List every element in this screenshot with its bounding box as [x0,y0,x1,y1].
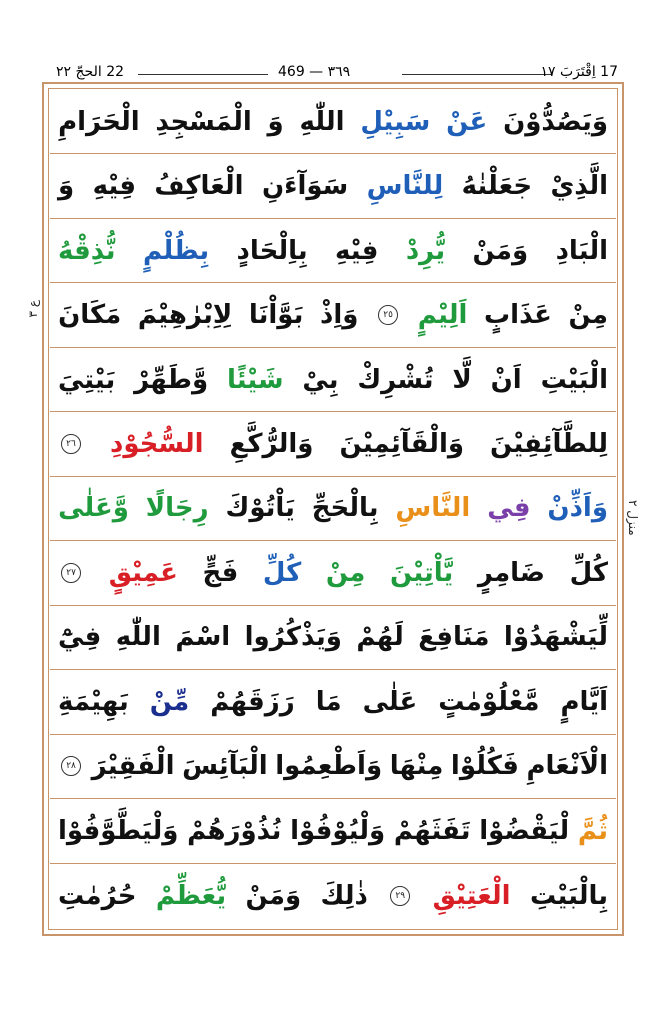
quran-word: تُشْرِكْ [357,364,434,395]
quran-word: تَفَثَهُمْ [393,815,471,846]
quran-word: يَّاْتِيْنَ [389,557,454,588]
quran-word: اللّٰهِ [115,622,161,653]
quran-word: اَلِيْمٍ [417,300,468,331]
text-line [50,154,616,218]
quran-word: وَالرُّكَّعِ [229,429,314,460]
quran-word: الْبَيْتِ [540,364,608,395]
quran-word: ثُمَّ [577,815,608,846]
quran-word: فِيْهِ [92,171,136,202]
quran-word: وَاَذِّنْ [547,493,608,524]
text-line [50,606,616,670]
quran-word: مَنَافِعَ [418,622,490,653]
quran-word: الْاَنْعَامِ [526,751,608,782]
quran-word: بِالْحَجِّ [311,493,379,524]
quran-word: نُذُوْرَهُمْ [187,815,282,846]
ruku-marker: ع ٣ [26,300,40,318]
quran-word: وَ [267,106,284,137]
quran-word: اَنْ [490,364,522,395]
quran-word: اَيَّامٍ [560,686,608,717]
quran-word: سَبِيْلِ [360,106,431,137]
quran-word: مِنْ [325,557,366,588]
quran-word: مَكَانَ [58,300,122,331]
quran-word: حُرُمٰتِ [58,880,137,911]
quran-text-block [50,90,616,928]
quran-word: مِنْ [568,300,608,331]
manzil-marker: منزل ٢ [626,500,640,536]
para-name: 17 اِقْتَرَبَ ١٧ [540,64,618,80]
quran-word: الْحَرَامِ [58,106,140,137]
quran-word: مَا [315,686,342,717]
quran-word: عَذَابٍ [484,300,552,331]
quran-word: يَاْتُوْكَ [225,493,295,524]
quran-word: وَّطَهِّرْ [134,364,209,395]
quran-word: مِّنْ [149,686,190,717]
quran-word: فَكُلُوْا [450,751,519,782]
quran-word: بِيْ [302,364,339,395]
quran-word: لِلنَّاسِ [366,171,444,202]
quran-word: بَوَّاْنَا [248,300,304,331]
quran-word: الْبَآئِسَ [182,751,268,782]
quran-word: لَهُمْ [356,622,404,653]
quran-word: رِجَالًا [145,493,209,524]
quran-word: اللّٰهِ [299,106,345,137]
quran-word: وَ [58,171,75,202]
quran-word: شَيْئًا [226,364,284,395]
quran-word: رَزَقَهُمْ [210,686,295,717]
quran-word: لَّا [452,364,472,395]
quran-word: الْفَقِيْرَ [91,751,175,782]
quran-word: جَعَلْنٰهُ [461,171,533,202]
quran-word: عَلٰى [362,686,418,717]
quran-word: وَلْيُوْفُوْا [290,815,386,846]
ayah-number-marker: ٢٦ [61,434,81,454]
quran-word: الْعَاكِفُ [154,171,244,202]
quran-word: وَلْيَطَّوَّفُوْا [58,815,179,846]
quran-word: فِيْهِ [335,235,379,266]
quran-word: الَّذِيْ [550,171,608,202]
quran-word: بَيْتِيَ [58,364,116,395]
quran-word: بِاِلْحَادٍ [236,235,308,266]
quran-word: بِالْبَيْتِ [529,880,608,911]
quran-word: عَمِيْقٍ [108,557,178,588]
text-line [50,735,616,799]
page-header [42,60,622,84]
quran-word: بَهِيْمَةِ [58,686,129,717]
quran-word: يُّرِدْ [405,235,446,266]
text-line [50,799,616,863]
ayah-number-marker: ٢٥ [378,305,398,325]
text-line [50,219,616,283]
quran-word: ضَامِرٍ [477,557,546,588]
ayah-number-marker: ٢٧ [61,563,81,583]
text-line [50,90,616,154]
quran-word: يُّعَظِّمْ [155,880,227,911]
text-line [50,670,616,734]
quran-word: مِنْهَا [389,751,444,782]
header-rule-right [402,74,552,75]
quran-word: وَمَنْ [472,235,529,266]
quran-word: لْيَقْضُوْا [479,815,570,846]
quran-word: وَالْقَآئِمِيْنَ [339,429,465,460]
page-number: ٣٦٩ — 469 [278,64,351,80]
text-line [50,283,616,347]
ayah-number-marker: ٢٨ [61,756,81,776]
quran-word: لِاِبْرٰهِيْمَ [137,300,233,331]
quran-word: وَاِذْ [320,300,359,331]
text-line [50,864,616,928]
text-line [50,412,616,476]
quran-word: بِظُلْمٍ [142,235,210,266]
quran-word: وَيَذْكُرُوا [244,622,342,653]
quran-word: ذٰلِكَ [320,880,368,911]
quran-word: السُّجُوْدِ [110,429,204,460]
quran-word: وَمَنْ [245,880,302,911]
quran-word: فِي [487,493,531,524]
quran-word: نُّذِقْهُ [58,235,116,266]
text-line [50,477,616,541]
quran-word: سَوَآءَنِ [261,171,349,202]
quran-word: فَجٍّ [202,557,239,588]
surah-name: 22 الحجّ ٢٢ [56,64,125,80]
quran-word: كُلِّ [262,557,302,588]
text-line [50,541,616,605]
quran-word: لِلطَّآئِفِيْنَ [490,429,608,460]
quran-word: لِّيَشْهَدُوْا [503,622,608,653]
quran-word: عَنْ [446,106,488,137]
quran-word: وَاَطْعِمُوا [275,751,383,782]
quran-word: الْبَادِ [555,235,608,266]
text-line [50,348,616,412]
quran-word: النَّاسِ [395,493,471,524]
quran-word: مَّعْلُوْمٰتٍ [438,686,540,717]
header-rule-left [138,74,268,75]
quran-word: الْمَسْجِدِ [155,106,252,137]
ayah-number-marker: ٢٩ [390,886,410,906]
quran-word: وَّعَلٰى [58,493,129,524]
quran-word: فِيْٓ [58,622,102,653]
quran-word: كُلِّ [569,557,608,588]
quran-word: اسْمَ [175,622,231,653]
quran-word: الْعَتِيْقِ [432,880,511,911]
quran-word: وَيَصُدُّوْنَ [503,106,608,137]
